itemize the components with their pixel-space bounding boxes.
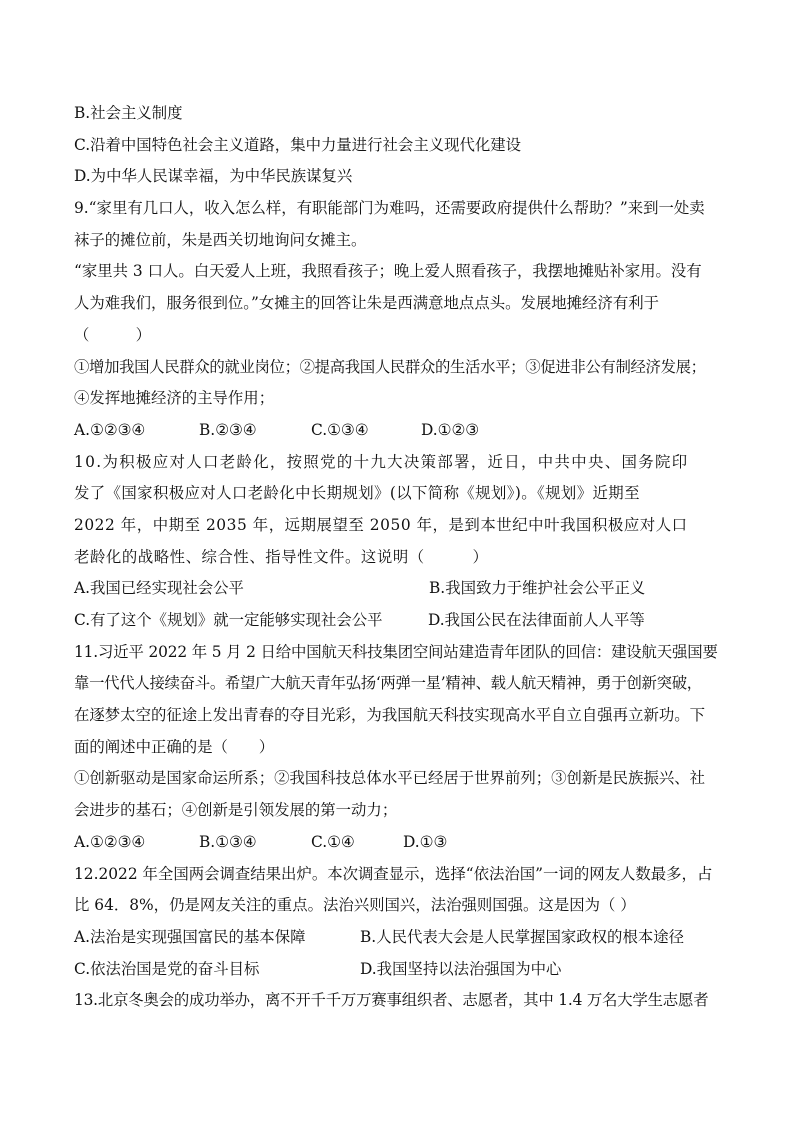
q12-option-a: A.法治是实现强国富民的基本保障 — [74, 927, 306, 946]
q9-stem-line-4: 人为难我们，服务很到位。”女摊主的回答让朱是西满意地点点头。发展地摊经济有利于 — [74, 294, 660, 313]
q9-option-b: B.②③④ — [199, 420, 257, 439]
q10-option-b: B.我国致力于维护社会公平正义 — [429, 579, 646, 598]
q9-option-d: D.①②③ — [421, 420, 480, 439]
q8-option-b: B.社会主义制度 — [74, 104, 183, 122]
q10-stem-line-3: 2022 年，中期至 2035 年，远期展望至 2050 年，是到本世纪中叶我国积极应对人口 — [74, 515, 688, 534]
q11-option-b: B.①③④ — [199, 832, 257, 851]
q9-stem-line-1: 9.“家里有几口人，收入怎么样，有职能部门为难吗，还需要政府提供什么帮助？”来到一处卖 — [74, 199, 705, 218]
q10-option-c: C.有了这个《规划》就一定能够实现社会公平 — [74, 611, 383, 629]
q11-option-c: C.①④ — [311, 832, 355, 851]
q11-option-d: D.①③ — [403, 832, 448, 851]
q10-options-row-2 — [74, 605, 722, 637]
q12-option-b: B.人民代表大会是人民掌握国家政权的根本途径 — [360, 927, 685, 946]
q10-stem-line-2: 发了《国家积极应对人口老龄化中长期规划》(以下简称《规划》)。《规划》近期至 — [74, 484, 640, 503]
q11-option-a: A.①②③④ — [74, 832, 146, 851]
q12-stem-line-1: 12.2022 年全国两会调查结果出炉。本次调查显示，选择“依法治国”一词的网友人数最多，占 — [74, 864, 713, 883]
q11-stem-line-1: 11.习近平 2022 年 5 月 2 日给中国航天科技集团空间站建造青年团队的回信：建设航天强国要 — [74, 642, 718, 661]
q10-option-a: A.我国已经实现社会公平 — [74, 579, 244, 598]
q11-stem-line-3: 在逐梦太空的征途上发出青春的夺目光彩，为我国航天科技实现高水平自立自强再立新功。下 — [74, 706, 706, 725]
q8-option-d: D.为中华人民谋幸福，为中华民族谋复兴 — [74, 167, 353, 186]
q9-statement-line-2: ④发挥地摊经济的主导作用； — [74, 389, 275, 408]
q11-statement-line-1: ①创新驱动是国家命运所系；②我国科技总体水平已经居于世界前列；③创新是民族振兴、社 — [74, 769, 706, 788]
q12-stem-line-2: 比 64．8%，仍是网友关注的重点。法治兴则国兴，法治强则国强。这是因为（ ） — [74, 896, 636, 915]
q11-statement-line-2: 会进步的基石；④创新是引领发展的第一动力； — [74, 801, 398, 820]
q8-option-c: C.沿着中国特色社会主义道路，集中力量进行社会主义现代化建设 — [74, 135, 522, 154]
q10-stem-line-1: 10.为积极应对人口老龄化，按照党的十九大决策部署，近日，中共中央、国务院印 — [74, 452, 689, 471]
q9-option-c: C.①③④ — [311, 420, 369, 439]
q9-statement-line-1: ①增加我国人民群众的就业岗位；②提高我国人民群众的生活水平；③促进非公有制经济发展； — [74, 357, 706, 376]
q13-stem-line-1: 13.北京冬奥会的成功举办，离不开千千万万赛事组织者、志愿者，其中 1.4 万名大学生志愿者 — [74, 991, 709, 1010]
q12-option-d: D.我国坚持以法治强国为中心 — [360, 959, 562, 978]
q12-option-c: C.依法治国是党的奋斗目标 — [74, 959, 260, 978]
q12-options-row-2 — [74, 954, 722, 986]
q10-options-row-1 — [74, 573, 722, 605]
q9-option-a: A.①②③④ — [74, 420, 146, 439]
q9-answer-bracket: （ ） — [74, 325, 151, 344]
q9-stem-line-2: 袜子的摊位前，朱是西关切地询问女摊主。 — [74, 230, 367, 249]
q12-options-row-1 — [74, 922, 722, 954]
q10-option-d: D.我国公民在法律面前人人平等 — [428, 611, 645, 629]
q9-stem-line-3: “家里共 3 口人。白天爱人上班，我照看孩子；晚上爱人照看孩子，我摆地摊贴补家用。没有 — [74, 262, 702, 281]
q11-stem-line-4: 面的阐述中正确的是（ ） — [74, 737, 275, 756]
exam-page — [74, 98, 722, 1017]
q11-options — [74, 827, 722, 859]
q9-options — [74, 415, 722, 447]
q11-stem-line-2: 靠一代代人接续奋斗。希望广大航天青年弘扬‘两弹一星’精神、载人航天精神，勇于创新突破， — [74, 674, 702, 693]
q10-stem-line-4: 老龄化的战略性、综合性、指导性文件。这说明（ ） — [74, 547, 489, 566]
